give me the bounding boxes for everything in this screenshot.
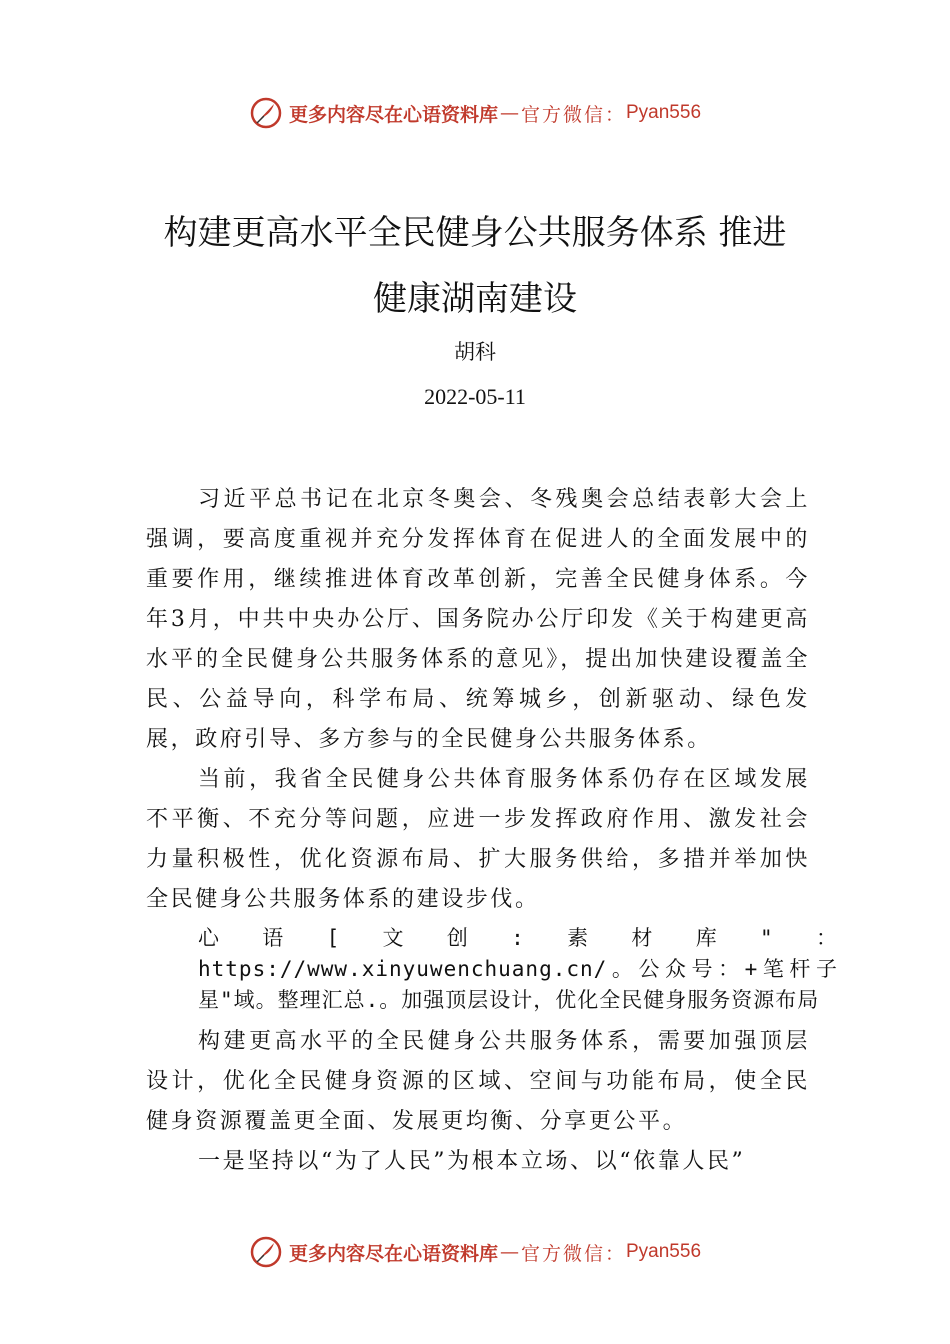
feather-logo-icon	[249, 96, 283, 130]
site-name: 更多内容尽在心语资料库	[288, 1242, 498, 1265]
wechat-id: Pyan556	[626, 102, 702, 123]
feather-logo-icon	[249, 1235, 283, 1269]
separator-dash: —	[499, 102, 519, 124]
paragraph: 当前，我省全民健身公共体育服务体系仍存在区域发展不平衡、不充分等问题，应进一步发挥政府作用、激发社会力量积极性，优化资源布局、扩大服务供给，多措并举加快全民健身公共服务体系的建设步伐。	[146, 767, 810, 912]
article-title	[110, 200, 840, 332]
wechat-label: 官方微信：	[520, 103, 626, 126]
header-banner	[0, 93, 950, 133]
separator-dash: —	[499, 1241, 519, 1263]
paragraph: 一是坚持以“为了人民”为根本立场、以“依靠人民”	[198, 1149, 746, 1174]
site-name: 更多内容尽在心语资料库	[288, 103, 498, 126]
wechat-label: 官方微信：	[520, 1242, 626, 1265]
title-line-2: 健康湖南建设	[373, 279, 577, 319]
paragraph: 习近平总书记在北京冬奥会、冬残奥会总结表彰大会上强调，要高度重视并充分发挥体育在促进人的全面发展中的重要作用，继续推进体育改革创新，完善全民健身体系。今年3月，中共中央办公厅、国务院办公厅印发《关于构建更高水平的全民健身公共服务体系的意见》，提出加快建设覆盖全民、公益导向，科学布局、统筹城乡，创新驱动、绿色发展，政府引导、多方参与的全民健身公共服务体系。	[146, 487, 810, 752]
wechat-id: Pyan556	[626, 1241, 702, 1262]
title-line-1: 构建更高水平全民健身公共服务体系 推进	[163, 213, 787, 253]
watermark-paragraph: 心语[文创:素材库"：https://www.xinyuwenchuang.cn/。公众号：+笔杆子星"域。整理汇总.。加强顶层设计，优化全民健身服务资源布局	[198, 926, 838, 1012]
author: 胡科	[454, 340, 496, 364]
footer-banner	[0, 1232, 950, 1272]
publish-date: 2022-05-11	[424, 384, 526, 409]
paragraph: 构建更高水平的全民健身公共服务体系，需要加强顶层设计，优化全民健身资源的区域、空间与功能布局，使全民健身资源覆盖更全面、发展更均衡、分享更公平。	[146, 1029, 810, 1134]
article-body	[146, 480, 838, 1182]
